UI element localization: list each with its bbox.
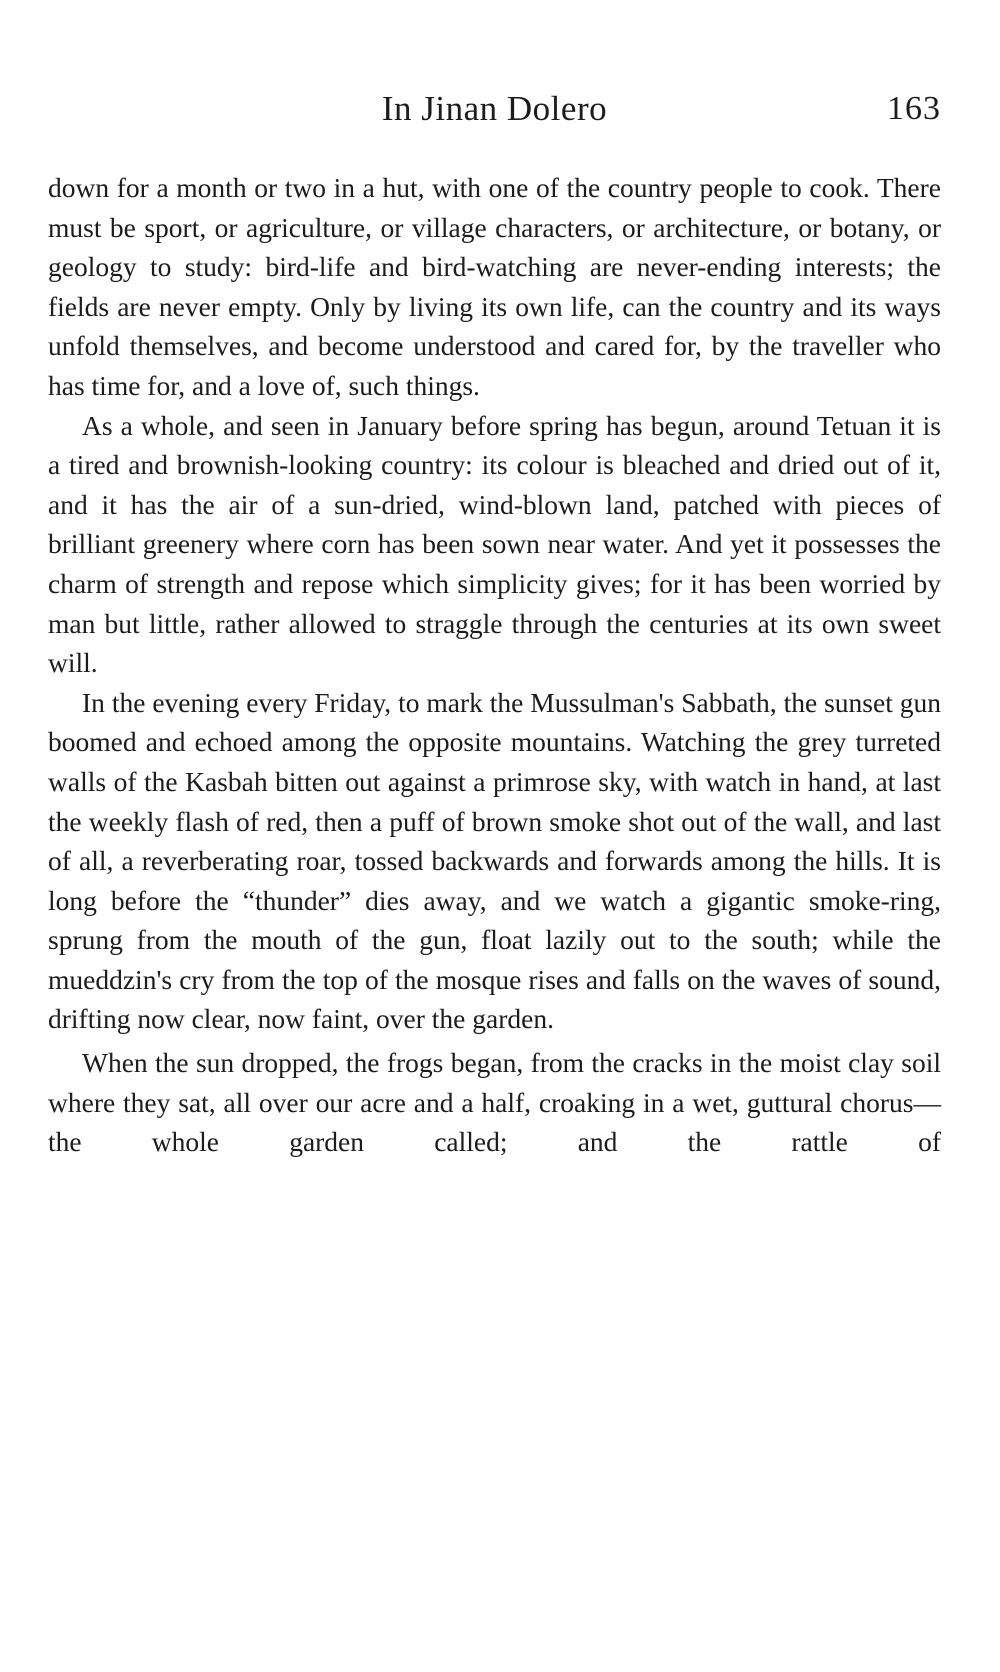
paragraph-sunset-gun: In the evening every Friday, to mark the Mussulman's Sabbath, the sunset gun boomed and echoed among the opposite mountains. Watching the grey turreted walls of the Kasbah bitten out against a primrose sky, with watch in hand, at last the weekly flash of red, then a puff of brown smoke shot out of the wall, and last of all, a reverberating roar, tossed backwards and forwards among the hills. It is long before the “thunder” dies away, and we watch a gigantic smoke-ring, sprung from the mouth of the gun, float lazily out to the south; while the mueddzin's cry from the top of the mosque rises and falls on the waves of sound, drifting now clear, now faint, over the garden.	[48, 686, 941, 1035]
running-title: In Jinan Dolero	[381, 89, 608, 128]
paragraph-continuation: down for a month or two in a hut, with one of the country people to cook. There must be sport, or agriculture, or village characters, or architecture, or botany, or geology to study: bird-life and bird-watching are never-ending interests; the fields are never empty. Only by living its own life, can the country and its ways unfold themselves, and become understood and cared for, by the traveller who has time for, and a love of, such things.	[48, 172, 941, 401]
page-number: 163	[887, 90, 941, 127]
body-text	[48, 168, 941, 1162]
paragraph-tetuan-country: As a whole, and seen in January before spring has begun, around Tetuan it is a tired and brownish-looking country: its colour is bleached and dried out of it, and it has the air of a sun-dried, wind-blown land, patched with pieces of brilliant greenery where corn has been sown near water. And yet it possesses the charm of strength and repose which simplicity gives; for it has been worried by man but little, rather allowed to straggle through the centuries at its own sweet will.	[48, 409, 941, 679]
paragraph-frogs: When the sun dropped, the frogs began, from the cracks in the moist clay soil where they sat, all over our acre and a half, croaking in a wet, guttural chorus—the whole garden called; and the rattle of	[48, 1047, 941, 1158]
running-head	[48, 84, 941, 134]
